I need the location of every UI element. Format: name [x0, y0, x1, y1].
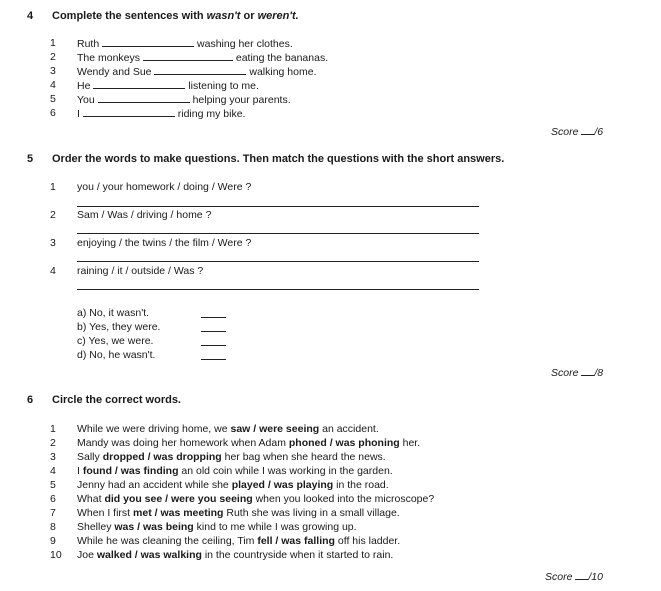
item-subject: Wendy and Sue: [77, 66, 152, 78]
item-number: 4: [50, 265, 56, 277]
score: [545, 570, 603, 583]
exercise-title: Order the words to make questions. Then match the questions with the short answers.: [52, 153, 505, 165]
answer-line[interactable]: [77, 261, 479, 262]
item-number: 1: [50, 37, 56, 49]
item-text: in the road.: [333, 479, 389, 491]
item-number: 7: [50, 507, 56, 519]
score-blank[interactable]: [581, 125, 594, 135]
score: [551, 366, 603, 379]
exercise-title: Circle the correct words.: [52, 394, 181, 406]
answer-blank[interactable]: [102, 37, 194, 47]
item-number: 3: [50, 451, 56, 463]
answer-line[interactable]: [77, 206, 479, 207]
score-total: /6: [594, 126, 604, 138]
answer-option: a) No, it wasn't.: [77, 307, 150, 319]
answer-option: d) No, he wasn't.: [77, 349, 156, 361]
item-number: 6: [50, 493, 56, 505]
item-text: Ruth she was living in a small village.: [223, 507, 400, 519]
match-blank[interactable]: [201, 349, 226, 360]
choice-options[interactable]: found / was finding: [82, 465, 179, 477]
choice-options[interactable]: did you see / were you seeing: [104, 493, 253, 505]
item-text: listening to me.: [188, 80, 259, 92]
item-number: 3: [50, 65, 56, 77]
item-text: kind to me while I was growing up.: [193, 521, 357, 533]
score-label: Score: [551, 126, 579, 138]
choice-options[interactable]: walked / was walking: [96, 549, 202, 561]
score: [551, 125, 603, 138]
item-number: 2: [50, 209, 56, 221]
choice-options[interactable]: was / was being: [114, 521, 194, 533]
score-total: /10: [588, 571, 603, 583]
exercise-number: 6: [27, 394, 34, 406]
item-text: off his ladder.: [334, 535, 401, 547]
item-number: 8: [50, 521, 56, 533]
item-text: While we were driving home, we: [77, 423, 231, 435]
answer-blank[interactable]: [83, 107, 175, 117]
item-number: 4: [50, 79, 56, 91]
item-text: washing her clothes.: [197, 38, 293, 50]
choice-options[interactable]: dropped / was dropping: [102, 451, 222, 463]
score-label: Score: [551, 367, 579, 379]
title-text: or: [240, 10, 258, 22]
item-number: 4: [50, 465, 56, 477]
item-text: when you looked into the microscope?: [252, 493, 435, 505]
exercise-title: [52, 10, 299, 22]
item-number: 5: [50, 479, 56, 491]
item-text: helping your parents.: [192, 94, 291, 106]
choice-options[interactable]: met / was meeting: [133, 507, 224, 519]
item-number: 5: [50, 93, 56, 105]
match-blank[interactable]: [201, 307, 226, 318]
item-text: in the countryside when it started to rain.: [201, 549, 394, 561]
score-total: /8: [594, 367, 604, 379]
item-text: riding my bike.: [177, 108, 246, 120]
score-blank[interactable]: [575, 570, 588, 580]
item-text: Joe: [77, 549, 97, 561]
item-number: 3: [50, 237, 56, 249]
item-subject: I: [77, 108, 80, 120]
item-text: raining / it / outside / Was ?: [77, 265, 204, 277]
item-text: you / your homework / doing / Were ?: [77, 181, 252, 193]
item-text: What: [77, 493, 105, 505]
item-text: Mandy was doing her homework when Adam: [77, 437, 289, 449]
answer-option: c) Yes, we were.: [77, 335, 154, 347]
answer-blank[interactable]: [93, 79, 185, 89]
answer-blank[interactable]: [154, 65, 246, 75]
item-text: her bag when she heard the news.: [221, 451, 386, 463]
answer-option: b) Yes, they were.: [77, 321, 161, 333]
answer-line[interactable]: [77, 233, 479, 234]
exercise-number: 5: [27, 153, 34, 165]
answer-line[interactable]: [77, 289, 479, 290]
item-text: Jenny had an accident while she: [77, 479, 232, 491]
item-subject: He: [77, 80, 91, 92]
score-label: Score: [545, 571, 573, 583]
title-emphasis: weren't.: [257, 10, 299, 22]
item-text: eating the bananas.: [235, 52, 329, 64]
item-number: 9: [50, 535, 56, 547]
title-emphasis: wasn't: [206, 10, 241, 22]
exercise-number: 4: [27, 10, 34, 22]
choice-options[interactable]: fell / was falling: [257, 535, 335, 547]
item-subject: The monkeys: [77, 52, 141, 64]
item-number: 6: [50, 107, 56, 119]
answer-blank[interactable]: [98, 93, 190, 103]
item-number: 2: [50, 437, 56, 449]
item-text: enjoying / the twins / the film / Were ?: [77, 237, 252, 249]
score-blank[interactable]: [581, 366, 594, 376]
choice-options[interactable]: phoned / was phoning: [288, 437, 400, 449]
item-subject: You: [77, 94, 95, 106]
item-number: 10: [50, 549, 62, 561]
match-blank[interactable]: [201, 321, 226, 332]
answer-blank[interactable]: [143, 51, 233, 61]
item-number: 2: [50, 51, 56, 63]
item-text: I: [77, 465, 83, 477]
item-text: When I first: [77, 507, 134, 519]
item-text: While he was cleaning the ceiling, Tim: [77, 535, 258, 547]
item-text: her.: [399, 437, 421, 449]
item-text: Shelley: [77, 521, 115, 533]
item-text: Sam / Was / driving / home ?: [77, 209, 212, 221]
item-number: 1: [50, 181, 56, 193]
item-text: an accident.: [319, 423, 379, 435]
item-number: 1: [50, 423, 56, 435]
title-text: Complete the sentences with: [52, 10, 207, 22]
item-text: walking home.: [249, 66, 317, 78]
item-text: an old coin while I was working in the garden.: [178, 465, 393, 477]
item-text: Sally: [77, 451, 103, 463]
match-blank[interactable]: [201, 335, 226, 346]
choice-options[interactable]: saw / were seeing: [230, 423, 320, 435]
item-subject: Ruth: [77, 38, 100, 50]
choice-options[interactable]: played / was playing: [231, 479, 334, 491]
